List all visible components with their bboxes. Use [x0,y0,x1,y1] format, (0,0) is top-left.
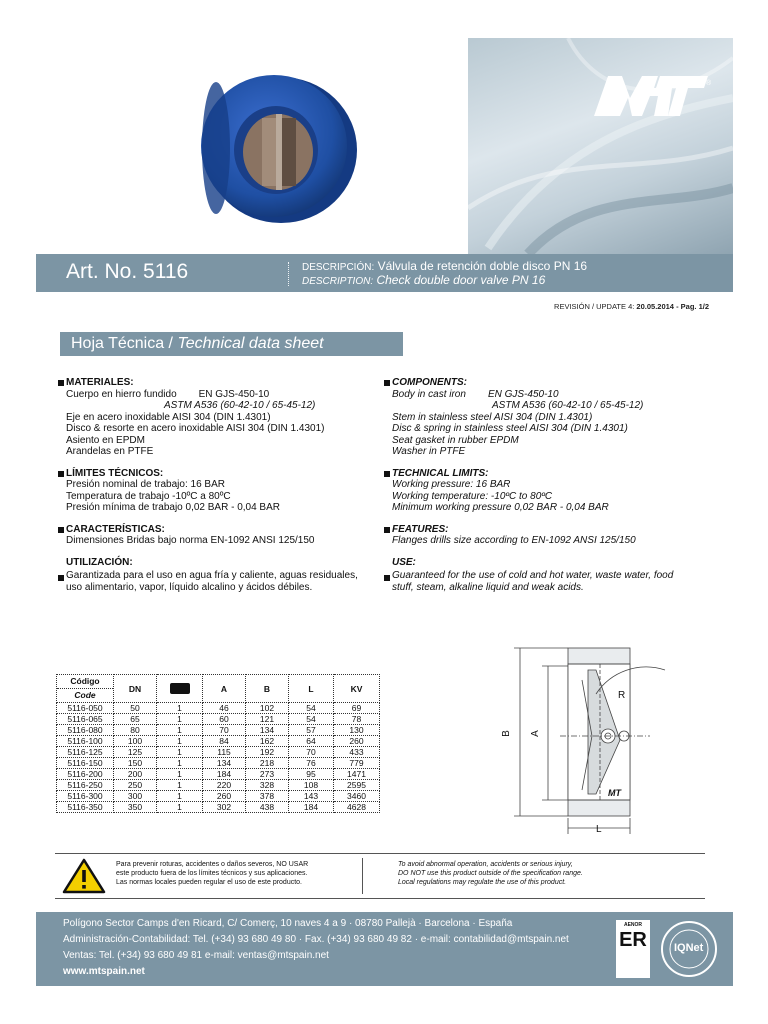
table-row [57,725,380,736]
col-body [157,675,203,703]
footer-sales: Ventas: Tel. (+34) 93 680 49 81 e-mail: ventas@mtspain.net [63,950,329,961]
drawing-mt-logo: MT [608,788,621,798]
table-row [57,714,380,725]
col-kv: KV [334,675,380,703]
materiales-body: Cuerpo en hierro fundido [66,388,177,400]
page-number: - Pag. 1/2 [676,302,709,311]
warning-en-line: DO NOT use this product outside of the specification range. [398,870,583,877]
components-section [384,377,684,458]
sheet-title [60,332,403,356]
bullet-square-icon [58,575,64,581]
materiales-body-norm: EN GJS-450-10 [198,388,270,400]
warning-en-line: To avoid abnormal operation, accidents or serious injury, [398,861,573,868]
components-washer: Washer in PTFE [392,446,466,457]
table-row [57,747,380,758]
dim-l-label: L [596,824,602,835]
table-cell: 1 [157,703,203,714]
article-number: Art. No. 5116 [66,260,189,283]
footer [36,912,733,986]
table-cell: 300 [114,791,157,802]
limites-min-pressure: Presión mínima de trabajo 0,02 BAR - 0,04 BAR [66,502,280,513]
table-cell: 150 [114,758,157,769]
description-en [302,273,545,287]
table-cell: 1 [157,802,203,813]
components-disc: Disc & spring in stainless steel AISI 304 (DIN 1.4301) [392,423,628,434]
revision-label: REVISIÓN / UPDATE 4: [554,302,635,311]
valve-body-icon [170,683,190,694]
warning-es-line: Para prevenir roturas, accidentes o daños severos, NO USAR [116,861,309,868]
table-cell: 60 [203,714,246,725]
iqnet-certificate-logo [660,920,718,978]
table-cell: 130 [334,725,380,736]
table-cell: 70 [203,725,246,736]
limites-section [58,468,358,514]
table-cell: 1 [157,791,203,802]
table-cell: 220 [203,780,246,791]
limits-heading: TECHNICAL LIMITS: [392,467,489,479]
table-cell: 5116-200 [57,769,114,780]
limites-temperature: Temperatura de trabajo -10ºC a 80ºC [66,490,231,502]
footer-website-link[interactable]: www.mtspain.net [63,966,145,977]
table-cell: 65 [114,714,157,725]
components-body: Body in cast iron [392,388,466,400]
table-cell: 121 [246,714,289,725]
table-cell: 134 [203,758,246,769]
materiales-stem: Eje en acero inoxidable AISI 304 (DIN 1.4301) [66,411,271,423]
components-body-norm: EN GJS-450-10 [487,388,559,400]
bullet-square-icon [58,527,64,533]
table-cell: 5116-125 [57,747,114,758]
er-mark: ER [619,929,647,951]
table-row [57,780,380,791]
caracteristicas-heading: CARACTERÍSTICAS: [66,523,165,535]
table-row [57,703,380,714]
table-cell: 54 [289,714,334,725]
table-cell: 260 [334,736,380,747]
materiales-heading: MATERIALES: [66,377,134,388]
use-heading: USE: [392,556,416,568]
description-es [302,259,587,273]
table-cell: 4628 [334,802,380,813]
col-b: B [246,675,289,703]
features-flanges: Flanges drills size according to EN-1092 ANSI 125/150 [392,535,636,546]
table-cell: 218 [246,758,289,769]
table-cell: 54 [289,703,334,714]
revision-date: 20.05.2014 [636,302,674,311]
col-a: A [203,675,246,703]
description-es-key: DESCRIPCIÓN: [302,262,375,273]
table-cell: 200 [114,769,157,780]
table-cell: 5116-350 [57,802,114,813]
title-separator [288,262,289,286]
limits-section [384,468,684,514]
table-cell: 1 [157,736,203,747]
table-cell: 5116-150 [57,758,114,769]
col-codigo-label: Código [70,676,100,686]
bullet-square-icon [384,527,390,533]
table-cell: 5116-250 [57,780,114,791]
caracteristicas-section [58,524,358,547]
features-heading: FEATURES: [392,523,449,535]
description-en-key: DESCRIPTION: [302,276,374,287]
table-cell: 143 [289,791,334,802]
table-cell: 70 [289,747,334,758]
sheet-title-en: Technical data sheet [177,335,324,352]
table-row [57,769,380,780]
table-cell: 115 [203,747,246,758]
materiales-disc: Disco & resorte en acero inoxidable AISI 304 (DIN 1.4301) [66,423,325,434]
limits-min-pressure: Minimum working pressure 0,02 BAR - 0,04 BAR [392,502,609,513]
table-cell: 76 [289,758,334,769]
table-cell: 102 [246,703,289,714]
table-cell: 1 [157,758,203,769]
table-cell: 108 [289,780,334,791]
table-cell: 260 [203,791,246,802]
table-row [57,802,380,813]
utilizacion-heading: UTILIZACIÓN: [66,556,133,568]
table-cell: 2595 [334,780,380,791]
table-cell: 57 [289,725,334,736]
registered-mark: ® [706,80,712,87]
utilizacion-section [58,557,358,594]
limits-temperature: Working temperature: -10ºC to 80ºC [392,490,553,502]
col-code-label: Code [57,688,113,702]
footer-admin: Administración-Contabilidad: Tel. (+34) 93 680 49 80 · Fax. (+34) 93 680 49 82 · e-mail: contabilidad@mtspain.net [63,934,569,945]
table-cell: 78 [334,714,380,725]
table-cell: 350 [114,802,157,813]
materiales-seat: Asiento en EPDM [66,434,145,446]
table-cell: 250 [114,780,157,791]
table-cell: 1 [157,725,203,736]
table-cell: 1 [157,780,203,791]
components-astm: ASTM A536 (60-42-10 / 65-45-12) [492,400,644,411]
warning-en-line: Local regulations may regulate the use of this product. [398,879,567,886]
table-cell: 184 [203,769,246,780]
utilizacion-text: Garantizada para el uso en agua fría y caliente, aguas residuales, uso alimentario, vapor, líquido alcalino y ácidos débiles. [66,570,358,593]
caracteristicas-flanges: Dimensiones Bridas bajo norma EN-1092 ANSI 125/150 [66,535,315,546]
components-stem: Stem in stainless steel AISI 304 (DIN 1.4301) [392,411,593,423]
col-code [57,675,114,703]
table-cell: 134 [246,725,289,736]
limites-heading: LÍMITES TÉCNICOS: [66,467,164,479]
table-row [57,758,380,769]
warning-triangle-icon [62,858,106,894]
limits-pressure: Working pressure: 16 BAR [392,479,511,490]
bullet-square-icon [384,380,390,386]
warning-rule-top [55,853,705,854]
table-cell: 95 [289,769,334,780]
warning-text-es [116,860,356,887]
table-row [57,736,380,747]
table-cell: 328 [246,780,289,791]
table-cell: 84 [203,736,246,747]
table-cell: 273 [246,769,289,780]
table-row [57,791,380,802]
spanish-column [58,377,358,603]
valve-photo [36,38,468,254]
use-text: Guaranteed for the use of cold and hot water, waste water, food stuff, steam, alkaline liquid and weak acids. [392,570,674,593]
footer-address: Polígono Sector Camps d'en Ricard, C/ Comerç, 10 naves 4 a 9 · 08780 Pallejà · Barcelona · España [63,918,513,929]
sheet-title-es: Hoja Técnica / [71,335,173,352]
brand-banner [468,38,733,254]
materiales-washer: Arandelas en PTFE [66,446,154,457]
features-section [384,524,684,547]
dimensions-table [56,674,380,813]
table-cell: 5116-300 [57,791,114,802]
revision-line [554,302,709,311]
table-cell: 192 [246,747,289,758]
table-cell: 302 [203,802,246,813]
dim-b-label: B [500,730,512,737]
table-body [57,703,380,813]
warning-text-en [398,860,698,887]
table-cell: 438 [246,802,289,813]
bullet-square-icon [58,471,64,477]
table-cell: 5116-050 [57,703,114,714]
bullet-square-icon [58,380,64,386]
table-cell: 1 [157,747,203,758]
table-cell: 64 [289,736,334,747]
description-en-value: Check double door valve PN 16 [376,273,546,287]
warning-es-line: este producto fuera de los límites técnicos y sus aplicaciones. [116,870,308,877]
bullet-square-icon [384,575,390,581]
table-cell: 378 [246,791,289,802]
aenor-label: AENOR [623,922,643,928]
technical-drawing [500,640,700,836]
limites-pressure: Presión nominal de trabajo: 16 BAR [66,479,225,490]
table-cell: 162 [246,736,289,747]
bullet-square-icon [384,471,390,477]
product-photo [36,38,468,254]
valve-section-drawing [500,640,700,836]
warning-rule-bottom [55,898,705,899]
table-cell: 80 [114,725,157,736]
table-cell: 69 [334,703,380,714]
table-cell: 3460 [334,791,380,802]
aenor-certificate-logo [616,920,650,978]
use-section [384,557,684,594]
components-seat: Seat gasket in rubber EPDM [392,434,519,446]
table-cell: 5116-065 [57,714,114,725]
table-cell: 1 [157,714,203,725]
table-cell: 50 [114,703,157,714]
col-dn: DN [114,675,157,703]
materiales-section [58,377,358,458]
table-cell: 5116-100 [57,736,114,747]
iqnet-mark: IQNet [674,942,704,954]
table-cell: 5116-080 [57,725,114,736]
table-cell: 184 [289,802,334,813]
materiales-astm: ASTM A536 (60-42-10 / 65-45-12) [164,400,316,411]
dim-r-label: R [618,690,626,701]
table-cell: 1 [157,769,203,780]
components-heading: COMPONENTS: [392,377,467,388]
footer-contact [63,916,569,980]
table-cell: 1471 [334,769,380,780]
table-cell: 46 [203,703,246,714]
warning-es-line: Las normas locales pueden regular el uso de este producto. [116,879,303,886]
description-es-value: Válvula de retención doble disco PN 16 [377,259,588,273]
dim-a-label: A [529,730,541,737]
table-cell: 779 [334,758,380,769]
table-cell: 100 [114,736,157,747]
mt-logo [590,68,710,120]
table-header-row [57,675,380,703]
table-cell: 125 [114,747,157,758]
table-cell: 433 [334,747,380,758]
english-column [384,377,684,603]
col-l: L [289,675,334,703]
title-bar [36,254,733,292]
warning-separator [362,858,363,894]
